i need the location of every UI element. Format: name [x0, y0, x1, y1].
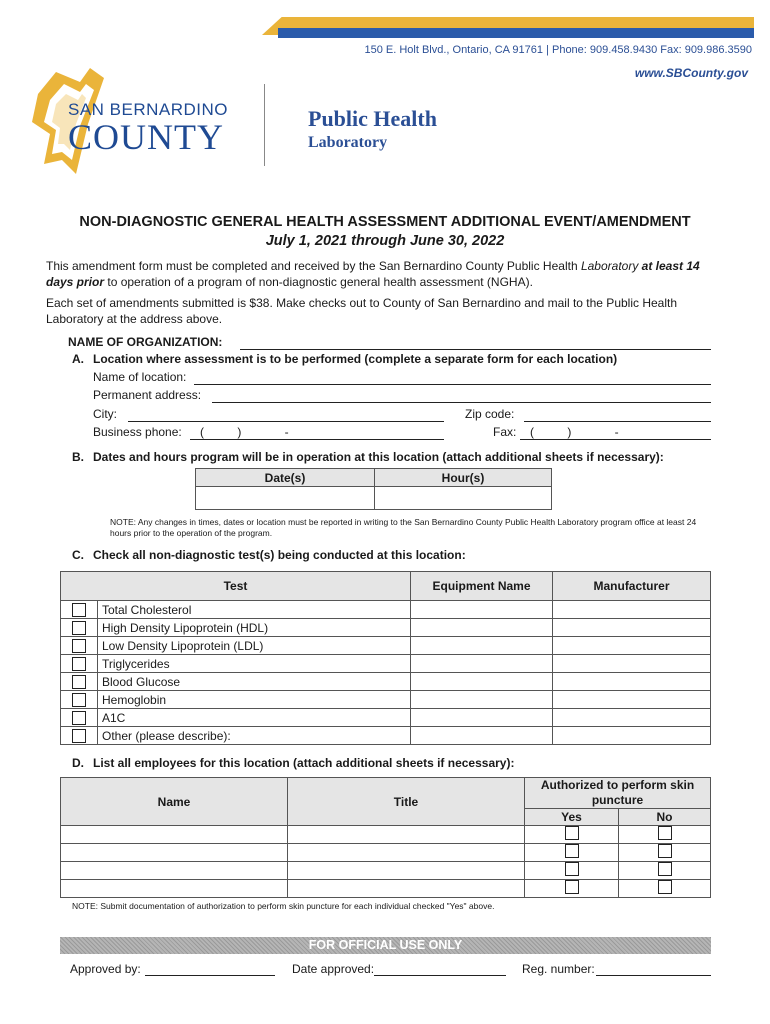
test-cell [61, 673, 411, 691]
equipment-cell[interactable] [411, 655, 553, 673]
test-label: Blood Glucose [102, 674, 181, 689]
employee-row [61, 844, 711, 862]
department-subtitle: Laboratory [308, 134, 388, 151]
equipment-cell[interactable] [411, 601, 553, 619]
test-row [61, 673, 711, 691]
employee-row [61, 862, 711, 880]
official-use-heading: FOR OFFICIAL USE ONLY [308, 938, 463, 952]
employee-title-cell[interactable] [288, 826, 525, 844]
section-b-letter: B. [72, 450, 84, 464]
zip-field[interactable] [524, 421, 711, 422]
county-logo [28, 64, 233, 184]
skin-puncture-yes-cell [525, 826, 619, 844]
test-cell [61, 691, 411, 709]
title-header: Title [288, 778, 525, 826]
section-a-heading: Location where assessment is to be performed (complete a separate form for each location) [93, 352, 618, 366]
header-banner-blue [278, 28, 754, 38]
test-cell [61, 601, 411, 619]
yes-checkbox[interactable] [565, 862, 579, 876]
test-checkbox[interactable] [72, 639, 86, 653]
city-label: City: [93, 407, 117, 421]
employee-name-cell[interactable] [61, 844, 288, 862]
manufacturer-cell[interactable] [553, 601, 711, 619]
manufacturer-header: Manufacturer [553, 572, 711, 601]
date-approved-label: Date approved: [292, 962, 375, 976]
header-divider [264, 84, 265, 166]
test-row [61, 727, 711, 745]
equipment-cell[interactable] [411, 637, 553, 655]
dates-header: Date(s) [196, 469, 375, 487]
test-label: Triglycerides [102, 656, 170, 671]
skin-puncture-yes-cell [525, 880, 619, 898]
approved-by-field[interactable] [145, 975, 275, 976]
contact-info: 150 E. Holt Blvd., Ontario, CA 91761 | Phone: 909.458.9430 Fax: 909.986.3590 [364, 44, 752, 56]
equipment-cell[interactable] [411, 727, 553, 745]
test-checkbox[interactable] [72, 603, 86, 617]
yes-header: Yes [525, 809, 619, 826]
section-d-letter: D. [72, 756, 84, 770]
equipment-cell[interactable] [411, 709, 553, 727]
test-cell [61, 727, 411, 745]
hours-header: Hour(s) [375, 469, 552, 487]
test-label: Total Cholesterol [102, 602, 192, 617]
section-c-heading: Check all non-diagnostic test(s) being conducted at this location: [93, 548, 466, 562]
employee-name-cell[interactable] [61, 862, 288, 880]
section-d-heading: List all employees for this location (attach additional sheets if necessary): [93, 756, 515, 770]
test-label: Other (please describe): [102, 728, 231, 743]
manufacturer-cell[interactable] [553, 727, 711, 745]
yes-checkbox[interactable] [565, 826, 579, 840]
approved-by-label: Approved by: [70, 962, 141, 976]
equipment-cell[interactable] [411, 673, 553, 691]
phone-field[interactable] [190, 439, 444, 440]
address-field[interactable] [212, 402, 711, 403]
test-row [61, 637, 711, 655]
fax-field[interactable] [520, 439, 711, 440]
form-period: July 1, 2021 through June 30, 2022 [265, 233, 505, 249]
test-label: A1C [102, 710, 126, 725]
phone-label: Business phone: [93, 425, 182, 439]
employee-title-cell[interactable] [288, 862, 525, 880]
location-label: Name of location: [93, 370, 187, 384]
fax-label: Fax: [493, 425, 517, 439]
tests-table [60, 571, 711, 745]
skin-puncture-no-cell [619, 862, 711, 880]
test-label: High Density Lipoprotein (HDL) [102, 620, 269, 635]
employees-table [60, 777, 711, 898]
reg-number-field[interactable] [596, 975, 711, 976]
skin-puncture-no-cell [619, 844, 711, 862]
employee-name-cell[interactable] [61, 880, 288, 898]
manufacturer-cell[interactable] [553, 709, 711, 727]
equipment-cell[interactable] [411, 619, 553, 637]
manufacturer-cell[interactable] [553, 619, 711, 637]
intro-text: This amendment form must be completed and received by the San Bernardino County Public Health [46, 259, 581, 273]
skin-puncture-yes-cell [525, 844, 619, 862]
website-link[interactable]: www.SBCounty.gov [634, 66, 748, 80]
test-checkbox[interactable] [72, 657, 86, 671]
address-label: Permanent address: [93, 388, 202, 402]
no-header: No [619, 809, 711, 826]
section-a-letter: A. [72, 352, 84, 366]
fax-format: ( ) - [530, 425, 619, 439]
phone-format: ( ) - [200, 425, 289, 439]
employee-row [61, 826, 711, 844]
no-checkbox[interactable] [658, 862, 672, 876]
test-row [61, 601, 711, 619]
test-row [61, 619, 711, 637]
yes-checkbox[interactable] [565, 844, 579, 858]
test-label: Low Density Lipoprotein (LDL) [102, 638, 264, 653]
city-field[interactable] [128, 421, 444, 422]
test-cell [61, 637, 411, 655]
dates-hours-table [195, 468, 552, 510]
no-checkbox[interactable] [658, 880, 672, 894]
test-cell [61, 655, 411, 673]
section-d-note: NOTE: Submit documentation of authorization to perform skin puncture for each individual checked "Yes" above. [72, 901, 495, 911]
auth-header: Authorized to perform skin puncture [525, 778, 711, 809]
date-approved-field[interactable] [374, 975, 506, 976]
test-row [61, 655, 711, 673]
logo-text-line2: COUNTY [68, 117, 224, 157]
manufacturer-cell[interactable] [553, 673, 711, 691]
employee-row [61, 880, 711, 898]
manufacturer-cell[interactable] [553, 655, 711, 673]
no-checkbox[interactable] [658, 844, 672, 858]
test-checkbox[interactable] [72, 675, 86, 689]
manufacturer-cell[interactable] [553, 637, 711, 655]
manufacturer-cell[interactable] [553, 691, 711, 709]
intro-deadline: at least 14 days prior [46, 259, 700, 289]
test-checkbox[interactable] [72, 711, 86, 725]
intro-lab: Laboratory [580, 259, 639, 273]
test-checkbox[interactable] [72, 621, 86, 635]
employee-title-cell[interactable] [288, 844, 525, 862]
intro-text-end: to operation of a program of non-diagnostic general health assessment (NGHA). [104, 275, 533, 289]
test-cell [61, 709, 411, 727]
reg-number-label: Reg. number: [522, 962, 595, 976]
location-field[interactable] [194, 384, 711, 385]
zip-label: Zip code: [465, 407, 515, 421]
test-cell [61, 619, 411, 637]
employee-name-cell[interactable] [61, 826, 288, 844]
dates-cell[interactable] [196, 487, 375, 510]
equipment-cell[interactable] [411, 691, 553, 709]
org-name-field[interactable] [240, 349, 711, 350]
skin-puncture-no-cell [619, 826, 711, 844]
section-c-letter: C. [72, 548, 84, 562]
test-row [61, 709, 711, 727]
section-b-note: NOTE: Any changes in times, dates or location must be reported in writing to the San Bernardino County Public Health Laboratory program office at least 24 hours prior to the operation of the program. [110, 517, 697, 538]
employee-title-cell[interactable] [288, 880, 525, 898]
logo-text-line1: SAN BERNARDINO [68, 100, 229, 119]
skin-puncture-no-cell [619, 880, 711, 898]
no-checkbox[interactable] [658, 826, 672, 840]
department-title: Public Health [308, 106, 437, 131]
fees-paragraph: Each set of amendments submitted is $38. Make checks out to County of San Bernardino and mail to the Public Health Laboratory at the address above. [46, 296, 678, 326]
test-label: Hemoglobin [102, 692, 167, 707]
org-label: NAME OF ORGANIZATION: [68, 335, 223, 349]
yes-checkbox[interactable] [565, 880, 579, 894]
test-checkbox[interactable] [72, 729, 86, 743]
test-row [61, 691, 711, 709]
form-title: NON-DIAGNOSTIC GENERAL HEALTH ASSESSMENT ADDITIONAL EVENT/AMENDMENT [79, 214, 691, 230]
equipment-header: Equipment Name [411, 572, 553, 601]
skin-puncture-yes-cell [525, 862, 619, 880]
name-header: Name [61, 778, 288, 826]
section-b-heading: Dates and hours program will be in operation at this location (attach additional sheets if necessary): [93, 450, 664, 464]
intro-paragraph [46, 258, 718, 290]
test-header: Test [61, 572, 411, 601]
test-checkbox[interactable] [72, 693, 86, 707]
hours-cell[interactable] [375, 487, 552, 510]
